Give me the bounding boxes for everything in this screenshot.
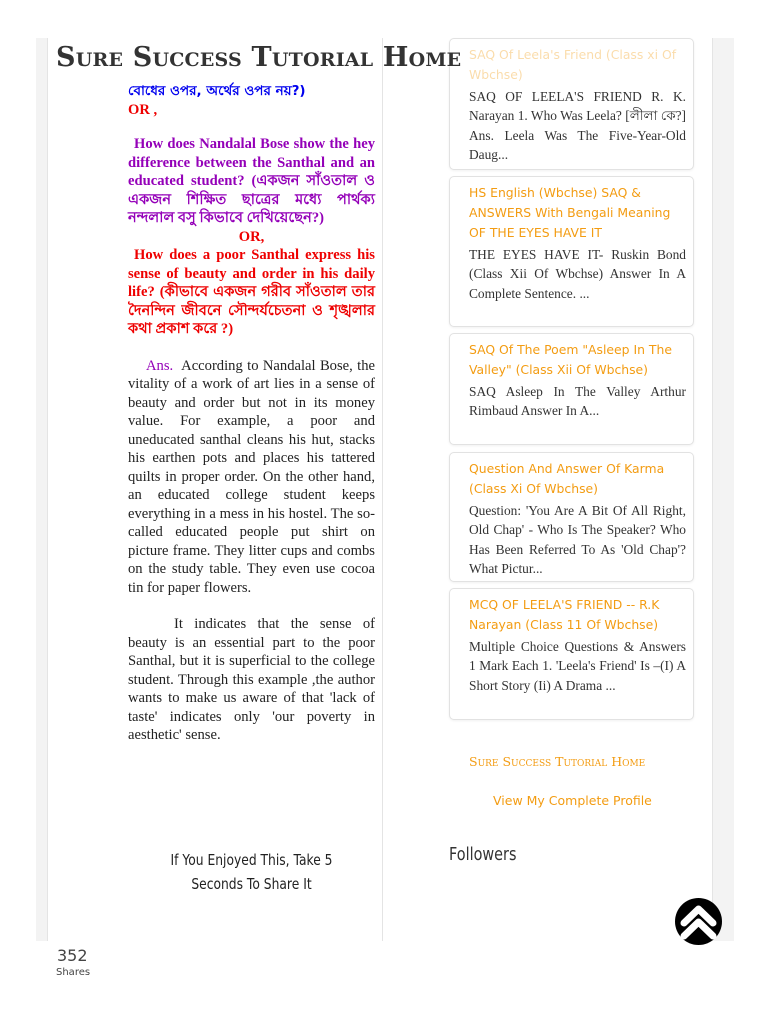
share-call-to-action: If You Enjoyed This, Take 5 Seconds To Share It — [170, 851, 333, 893]
post-snippet: SAQ OF LEELA'S FRIEND R. K. Narayan 1. Who Was Leela? [লীলা কে?] Ans. Leela Was The Five-Year-Old Daug... — [469, 89, 686, 163]
article-body — [128, 82, 375, 745]
blog-home-link[interactable]: Sure Success Tutorial Home — [469, 754, 646, 769]
chevron-up-icon — [675, 898, 722, 945]
question-text — [128, 135, 375, 228]
popular-post-card[interactable] — [449, 38, 694, 170]
post-title-link[interactable]: HS English (Wbchse) SAQ & ANSWERS With Bengali Meaning OF THE EYES HAVE IT — [469, 185, 671, 240]
view-profile-link[interactable]: View My Complete Profile — [493, 793, 652, 808]
popular-post-card[interactable] — [449, 588, 694, 720]
post-title-link[interactable]: MCQ OF LEELA'S FRIEND -- R.K Narayan (Class 11 Of Wbchse) — [469, 597, 660, 632]
popular-post-card[interactable] — [449, 176, 694, 327]
share-label: Shares — [56, 967, 91, 978]
popular-post-card[interactable] — [449, 452, 694, 582]
share-count: 352 — [57, 946, 88, 965]
or-separator: OR, — [238, 228, 265, 245]
answer-paragraph — [128, 357, 375, 598]
back-to-top-button[interactable] — [675, 898, 722, 945]
post-snippet: Question: 'You Are A Bit Of All Right, Old Chap' - Who Is The Speaker? Who Has Been Referred To As 'Old Chap'? What Pictur... — [469, 503, 686, 577]
question-text-content: How does a poor Santhal express his sense of beauty and order in his daily life? (কীভাবে একজন গরীব সাঁওতাল তার দৈনন্দিন জীবনে সৌন্দর্যচেতনা ও শৃঙ্খলার কথা প্রকাশ করে ?) — [128, 247, 375, 337]
question-tail: বোধের ওপর, অর্থের ওপর নয়?) — [128, 83, 306, 99]
post-title-link[interactable]: SAQ Of The Poem "Asleep In The Valley" (Class Xii Of Wbchse) — [469, 342, 672, 377]
question-text — [128, 246, 375, 339]
answer-label: Ans. — [146, 357, 174, 374]
popular-post-card[interactable] — [449, 333, 694, 445]
answer-text: According to Nandalal Bose, the vitality of a work of art lies in a sense of beauty and order but not in its money value. For example, a poor and uneducated santhal cleans his hut, stacks his earthen pots and places his tattered quilts in proper order. On the other hand, an educated college student keeps everything in a mess in his hostel. The so-called educated people put shirt on picture frame. They litter cups and combs on the study table. They even use cocoa tin for paper flowers. — [128, 357, 375, 596]
post-snippet: Multiple Choice Questions & Answers 1 Mark Each 1. 'Leela's Friend' Is –(I) A Short Story (Ii) A Drama ... — [469, 639, 686, 693]
post-snippet: THE EYES HAVE IT- Ruskin Bond (Class Xii Of Wbchse) Answer In A Complete Sentence. ... — [469, 247, 686, 301]
post-snippet: SAQ Asleep In The Valley Arthur Rimbaud Answer In A... — [469, 384, 686, 419]
post-title-link[interactable]: SAQ Of Leela's Friend (Class xi Of Wbchse) — [469, 47, 677, 82]
post-title-link[interactable]: Question And Answer Of Karma (Class Xi Of Wbchse) — [469, 461, 665, 496]
or-separator: OR , — [128, 101, 158, 118]
question-text-content: How does Nandalal Bose show the hey difference between the Santhal and an educated student? (একজন সাঁওতাল ও একজন শিক্ষিত ছাত্রের মধ্যে পার্থক্য নন্দলাল বসু কিভাবে দেখিয়েছেন?) — [128, 136, 375, 226]
site-title[interactable]: Sure Success Tutorial Home — [56, 42, 462, 73]
conclusion-paragraph: It indicates that the sense of beauty is an essential part to the poor Santhal, but it is superficial to the college student. Through this example ,the author wants to make us aware of that 'lack of taste' indicates only 'our poverty in aesthetic' sense. — [128, 616, 375, 743]
followers-heading: Followers — [449, 844, 517, 865]
